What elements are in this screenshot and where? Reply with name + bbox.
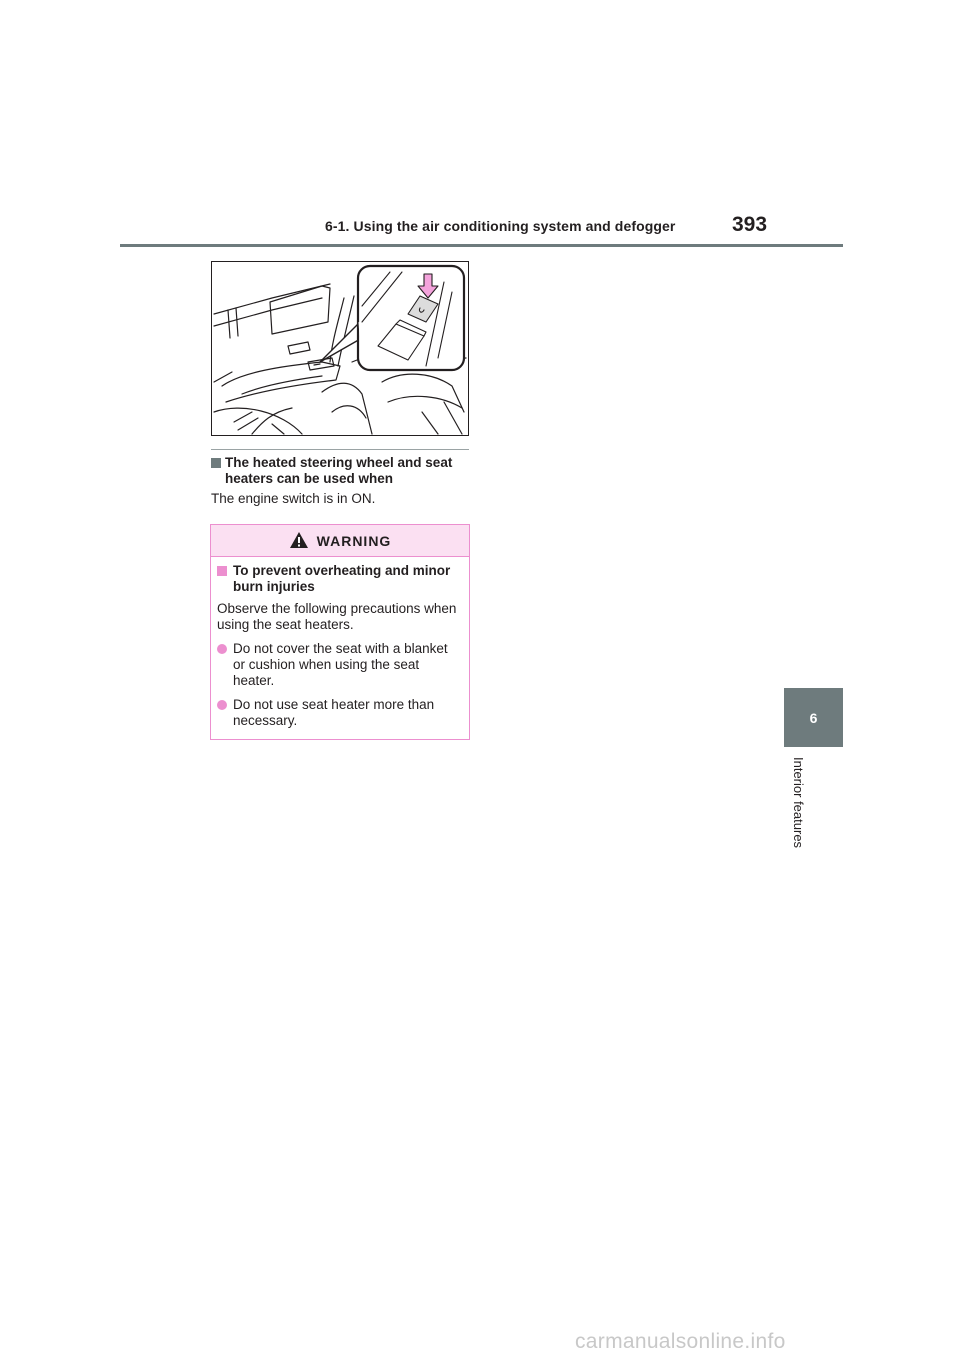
circle-bullet-icon [217,700,227,710]
car-interior-drawing [212,262,468,435]
warning-body [211,557,469,729]
warning-bullet-text: Do not cover the seat with a blanket or cushion when using the seat heater. [233,641,448,688]
header-divider [120,244,843,247]
seat-heater-illustration [211,261,469,436]
circle-bullet-icon [217,644,227,654]
square-bullet-icon [211,458,221,468]
watermark: carmanualsonline.info [575,1330,786,1353]
chapter-number: 6 [809,709,818,726]
section-heading-text: The heated steering wheel and seat heaters can be used when [225,455,453,486]
section-heading [211,455,473,487]
square-bullet-icon [217,566,227,576]
warning-heading [217,563,461,595]
section-body: The engine switch is in ON. [211,491,376,506]
page-number: 393 [732,213,768,236]
chapter-label: Interior features [791,757,806,849]
warning-bullet-text: Do not use seat heater more than necessary. [233,697,435,728]
warning-bullet [217,641,461,689]
warning-box [210,524,470,740]
section-divider [211,449,469,450]
warning-header [211,525,469,557]
warning-bullet [217,697,461,729]
section-title: 6-1. Using the air conditioning system and defogger [325,218,676,234]
warning-heading-text: To prevent overheating and minor burn injuries [233,563,451,594]
warning-triangle-icon [289,531,309,549]
chapter-tab [784,688,843,747]
warning-intro: Observe the following precautions when using the seat heaters. [217,601,457,632]
warning-title: WARNING [316,532,392,549]
